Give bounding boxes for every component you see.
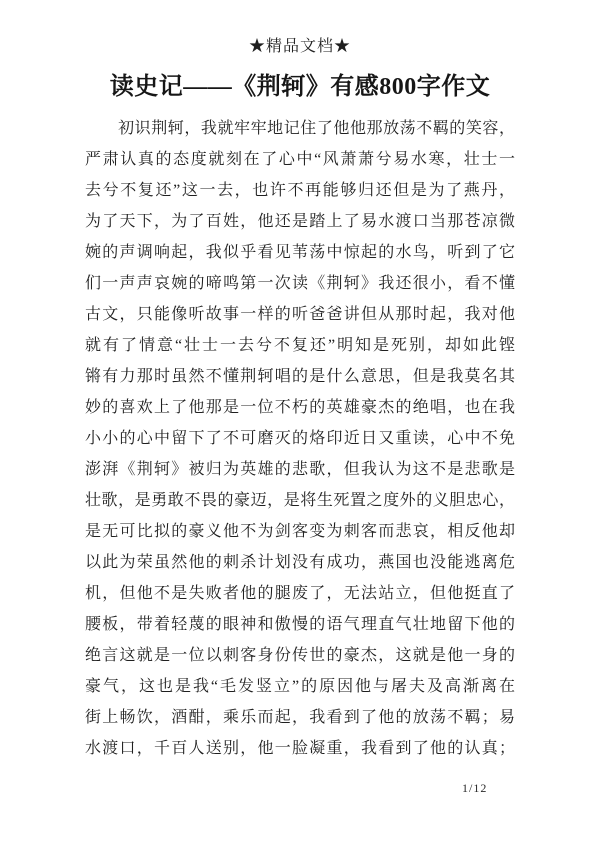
body-line: 妙的喜欢上了他那是一位不朽的英雄豪杰的绝唱，也在我 — [85, 399, 515, 416]
body-line: 婉的声调响起，我似乎看见苇荡中惊起的水鸟，听到了它 — [85, 244, 515, 261]
body-line: 水渡口，千百人送别，他一脸凝重，我看到了他的认真； — [85, 740, 515, 757]
body-line: 去兮不复还”这一去，也许不再能够归还但是为了燕丹， — [85, 182, 515, 199]
document-title: 读史记——《荆轲》有感800字作文 — [109, 74, 491, 100]
body-line: 街上畅饮，酒酣，乘乐而起，我看到了他的放荡不羁；易 — [85, 709, 515, 726]
body-line: 是无可比拟的豪义他不为剑客变为刺客而悲哀，相反他却 — [85, 523, 515, 540]
body-line: 以此为荣虽然他的刺杀计划没有成功，燕国也没能逃离危 — [85, 554, 515, 571]
body-line: 严肃认真的态度就刻在了心中“风萧萧兮易水寒，壮士一 — [85, 151, 515, 168]
body-line: 们一声声哀婉的啼鸣第一次读《荆轲》我还很小，看不懂 — [85, 275, 515, 292]
body-line: 机，但他不是失败者他的腿废了，无法站立，但他挺直了 — [85, 585, 515, 602]
page-number: 1/12 — [462, 781, 488, 795]
premium-doc-watermark: ★精品文档★ — [248, 38, 351, 55]
body-line: 壮歌，是勇敢不畏的豪迈，是将生死置之度外的义胆忠心， — [85, 492, 515, 509]
body-line: 初识荆轲，我就牢牢地记住了他他那放荡不羁的笑容， — [85, 120, 515, 137]
essay-body — [85, 113, 515, 764]
body-line: 古文，只能像听故事一样的听爸爸讲但从那时起，我对他 — [85, 306, 515, 323]
body-line: 锵有力那时虽然不懂荆轲唱的是什么意思，但是我莫名其 — [85, 368, 515, 385]
body-line: 绝言这就是一位以刺客身份传世的豪杰，这就是他一身的 — [85, 647, 515, 664]
body-line: 就有了情意“壮士一去兮不复还”明知是死别，却如此铿 — [85, 337, 515, 354]
body-line: 腰板，带着轻蔑的眼神和傲慢的语气理直气壮地留下他的 — [85, 616, 515, 633]
body-line: 豪气，这也是我“毛发竖立”的原因他与屠夫及高渐离在 — [85, 678, 515, 695]
body-line: 澎湃《荆轲》被归为英雄的悲歌，但我认为这不是悲歌是 — [85, 461, 515, 478]
body-line: 小小的心中留下了不可磨灭的烙印近日又重读，心中不免 — [85, 430, 515, 447]
body-line: 为了天下，为了百姓，他还是踏上了易水渡口当那苍凉微 — [85, 213, 515, 230]
